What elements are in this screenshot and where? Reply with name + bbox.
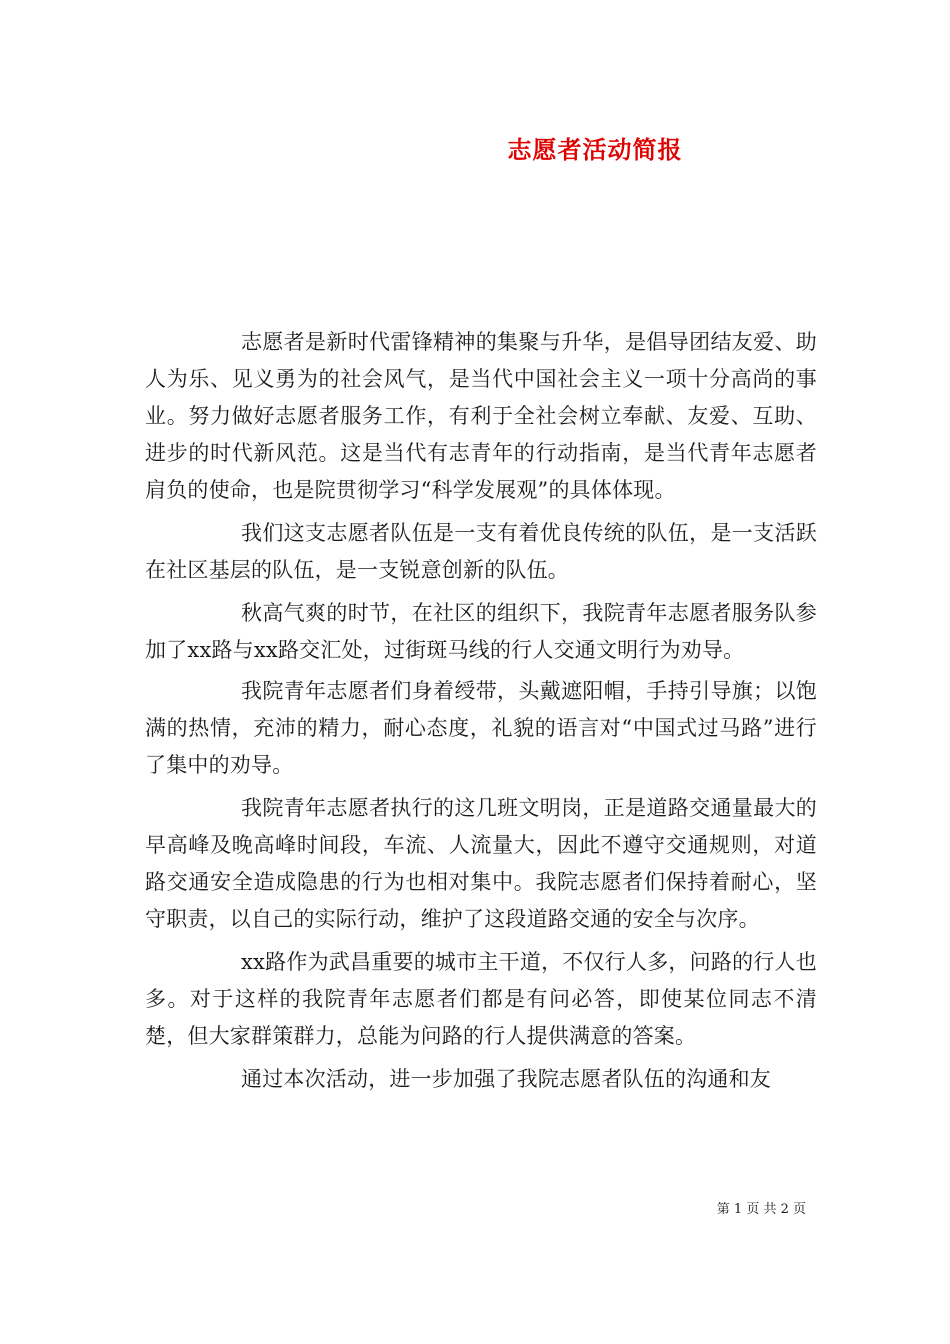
paragraph-7: 通过本次活动，进一步加强了我院志愿者队伍的沟通和友	[241, 1067, 771, 1091]
document-body	[145, 324, 817, 1104]
paragraph-3: 秋高气爽的时节，在社区的组织下，我院青年志愿者服务队参加了xx路与xx路交汇处，过街斑马线的行人交通文明行为劝导。	[145, 601, 817, 662]
paragraph-4: 我院青年志愿者们身着绶带，头戴遮阳帽，手持引导旗；以饱满的热情，充沛的精力，耐心态度，礼貌的语言对“中国式过马路”进行了集中的劝导。	[145, 679, 817, 777]
paragraph-6: xx路作为武昌重要的城市主干道，不仅行人多，问路的行人也多。对于这样的我院青年志愿者们都是有问必答，即使某位同志不清楚，但大家群策群力，总能为问路的行人提供满意的答案。	[145, 950, 817, 1048]
document-title: 志愿者活动简报	[507, 135, 683, 164]
paragraph-1: 志愿者是新时代雷锋精神的集聚与升华，是倡导团结友爱、助人为乐、见义勇为的社会风气，是当代中国社会主义一项十分高尚的事业。努力做好志愿者服务工作，有利于全社会树立奉献、友爱、互助、进步的时代新风范。这是当代有志青年的行动指南，是当代青年志愿者肩负的使命，也是院贯彻学习“科学发展观”的具体体现。	[145, 330, 817, 502]
page-number-footer: 第 1 页 共 2 页	[716, 1202, 806, 1217]
paragraph-5: 我院青年志愿者执行的这几班文明岗，正是道路交通量最大的早高峰及晚高峰时间段，车流、人流量大，因此不遵守交通规则，对道路交通安全造成隐患的行为也相对集中。我院志愿者们保持着耐心，坚守职责，以自己的实际行动，维护了这段道路交通的安全与次序。	[145, 796, 817, 931]
paragraph-2: 我们这支志愿者队伍是一支有着优良传统的队伍，是一支活跃在社区基层的队伍，是一支锐意创新的队伍。	[145, 521, 817, 582]
